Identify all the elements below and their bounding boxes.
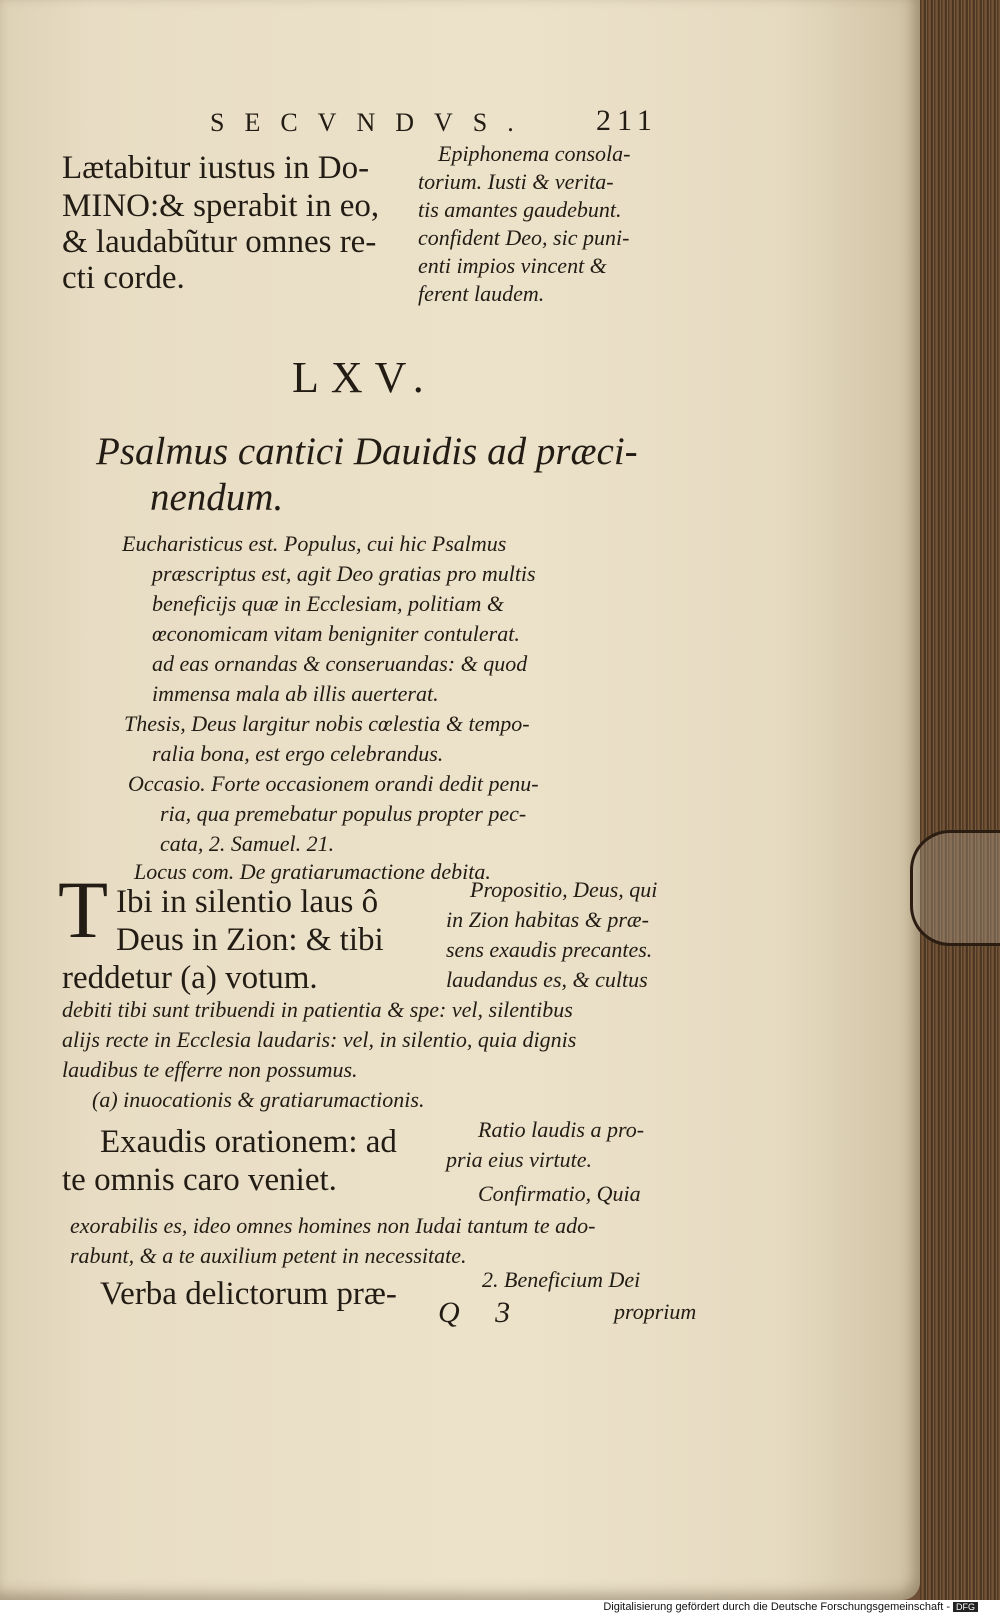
verse-1-line: Lætabitur iustus in Do- [62, 150, 370, 186]
verse-1-line: cti corde. [62, 260, 185, 296]
argument-line: ad eas ornandas & conseruandas: & quod [152, 651, 528, 676]
verse-1-line: MINO:& sperabit in eo, [62, 188, 380, 224]
psalm-number: LXV. [292, 353, 436, 402]
verse-1-gloss: enti impios vincent & [418, 253, 607, 278]
occasio-line: ria, qua premebatur populus propter pec- [160, 801, 527, 826]
argument-line: œconomicam vitam benigniter contulerat. [152, 621, 520, 646]
verse-2-line: reddetur (a) votum. [62, 960, 318, 996]
thesis-line: Thesis, Deus largitur nobis cœlestia & tempo- [124, 711, 530, 736]
argument-line: immensa mala ab illis auerterat. [152, 681, 439, 706]
footer-credit [603, 1601, 978, 1613]
verse-3-gloss-cont: exorabilis es, ideo omnes homines non Iudai tantum te ado- [70, 1213, 596, 1238]
verse-2-line: Ibi in silentio laus ô [116, 884, 379, 920]
psalm-title: Psalmus cantici Dauidis ad præci- [96, 430, 638, 473]
verse-4-line: Verba delictorum præ- [100, 1276, 397, 1312]
argument-line: beneficijs quæ in Ecclesiam, politiam & [152, 591, 504, 616]
verse-2-gloss: in Zion habitas & præ- [446, 907, 649, 932]
verse-3-gloss: Ratio laudis a pro- [478, 1117, 645, 1142]
verse-3-gloss-cont: rabunt, & a te auxilium petent in necessitate. [70, 1243, 467, 1268]
psalm-title: nendum. [150, 476, 284, 519]
occasio-line: Occasio. Forte occasionem orandi dedit penu- [128, 771, 539, 796]
verse-1-gloss: torium. Iusti & verita- [418, 169, 614, 194]
footer-credit-text: Digitalisierung gefördert durch die Deutsche Forschungsgemeinschaft - [603, 1601, 950, 1613]
thesis-line: ralia bona, est ergo celebrandus. [152, 741, 444, 766]
running-head: SECVNDVS. [210, 108, 534, 137]
verse-2-gloss-cont: laudibus te efferre non possumus. [62, 1057, 358, 1082]
verse-4-gloss: proprium [614, 1299, 697, 1324]
verse-1-line: & laudabũtur omnes re- [62, 224, 377, 260]
verse-2-note: (a) inuocationis & gratiarumactionis. [92, 1087, 425, 1112]
verse-3-confirmatio: Confirmatio, Quia [478, 1181, 641, 1206]
verse-1-gloss: ferent laudem. [418, 281, 545, 306]
argument-line: Eucharisticus est. Populus, cui hic Psalmus [122, 531, 507, 556]
locus-line: Locus com. De gratiarumactione debita. [134, 859, 491, 884]
verse-1-gloss: confident Deo, sic puni- [418, 225, 630, 250]
verse-2-gloss-cont: alijs recte in Ecclesia laudaris: vel, in silentio, quia dignis [62, 1027, 577, 1052]
verse-2-gloss: Propositio, Deus, qui [470, 877, 658, 902]
argument-line: præscriptus est, agit Deo gratias pro multis [152, 561, 536, 586]
signature-mark: Q 3 [438, 1296, 525, 1329]
verse-2-gloss: laudandus es, & cultus [446, 967, 648, 992]
page-edges [920, 0, 1000, 1600]
verse-2-gloss: sens exaudis precantes. [446, 937, 653, 962]
dfg-logo: DFG [953, 1602, 978, 1612]
occasio-line: cata, 2. Samuel. 21. [160, 831, 335, 856]
verse-4-gloss: 2. Beneficium Dei [482, 1267, 641, 1292]
verse-3-line: te omnis caro veniet. [62, 1162, 337, 1198]
verse-1-gloss: tis amantes gaudebunt. [418, 197, 622, 222]
verse-3-gloss: pria eius virtute. [446, 1147, 593, 1172]
thumb-tab [910, 830, 1000, 946]
verse-1-gloss: Epiphonema consola- [438, 141, 631, 166]
verse-2-line: Deus in Zion: & tibi [116, 922, 384, 958]
verse-3-line: Exaudis orationem: ad [100, 1124, 397, 1160]
dropcap-t: T [58, 864, 109, 955]
page-number: 211 [596, 104, 658, 137]
verse-2-gloss-cont: debiti tibi sunt tribuendi in patientia & spe: vel, silentibus [62, 997, 573, 1022]
